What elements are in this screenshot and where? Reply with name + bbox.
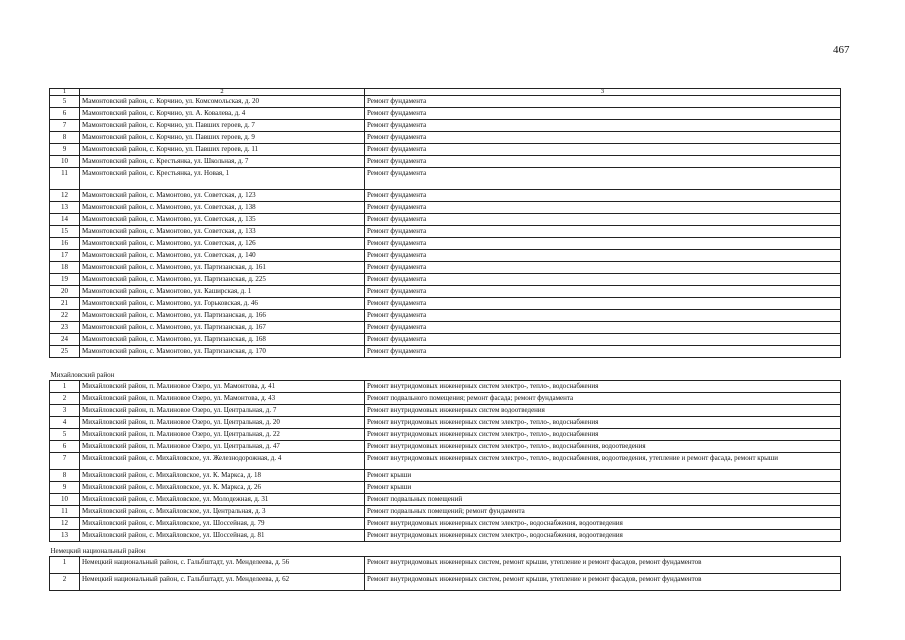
row-number: 12: [50, 518, 80, 530]
row-number: 14: [50, 214, 80, 226]
row-work: Ремонт подвальных помещений: [365, 494, 841, 506]
row-address: Михайловский район, п. Малиновое Озеро, ул. Мамонтова, д. 43: [80, 393, 365, 405]
row-address: Немецкий национальный район, с. Гальбштадт, ул. Менделеева, д. 62: [80, 574, 365, 591]
row-number: 16: [50, 238, 80, 250]
row-address: Мамонтовский район, с. Корчино, ул. Павших героев, д. 7: [80, 120, 365, 132]
table-body: [50, 89, 841, 591]
section-row: [50, 542, 841, 557]
row-address: Мамонтовский район, с. Крестьянка, ул. Новая, 1: [80, 168, 365, 190]
row-work: Ремонт подвальных помещений; ремонт фундамента: [365, 506, 841, 518]
row-number: 1: [50, 381, 80, 393]
row-address: Мамонтовский район, с. Мамонтово, ул. Горьковская, д. 46: [80, 298, 365, 310]
section-title: Михайловский район: [50, 358, 841, 381]
row-work: Ремонт фундамента: [365, 298, 841, 310]
row-address: Михайловский район, п. Малиновое Озеро, ул. Центральная, д. 20: [80, 417, 365, 429]
row-number: 6: [50, 108, 80, 120]
row-number: 7: [50, 453, 80, 470]
table-row: [50, 393, 841, 405]
table-row: [50, 334, 841, 346]
row-number: 18: [50, 262, 80, 274]
row-address: Михайловский район, с. Михайловское, ул. Шоссейная, д. 81: [80, 530, 365, 542]
table-row: [50, 286, 841, 298]
row-number: 9: [50, 482, 80, 494]
row-address: Михайловский район, п. Малиновое Озеро, ул. Центральная, д. 47: [80, 441, 365, 453]
section-row: [50, 358, 841, 381]
header-col-1: 1: [50, 89, 80, 96]
table-row: [50, 381, 841, 393]
table-row: [50, 168, 841, 190]
row-number: 10: [50, 156, 80, 168]
row-number: 1: [50, 557, 80, 574]
row-work: Ремонт фундамента: [365, 286, 841, 298]
row-number: 4: [50, 417, 80, 429]
table-row: [50, 238, 841, 250]
row-number: 19: [50, 274, 80, 286]
row-address: Михайловский район, с. Михайловское, ул. Центральная, д. 3: [80, 506, 365, 518]
table-row: [50, 202, 841, 214]
row-number: 5: [50, 429, 80, 441]
row-work: Ремонт внутридомовых инженерных систем, ремонт крыши, утепление и ремонт фасадов, ремонт фундаментов: [365, 574, 841, 591]
row-work: Ремонт фундамента: [365, 156, 841, 168]
row-address: Мамонтовский район, с. Мамонтово, ул. Партизанская, д. 161: [80, 262, 365, 274]
row-address: Мамонтовский район, с. Корчино, ул. Павших героев, д. 9: [80, 132, 365, 144]
row-work: Ремонт внутридомовых инженерных систем, ремонт крыши, утепление и ремонт фасадов, ремонт фундаментов: [365, 557, 841, 574]
row-address: Михайловский район, п. Малиновое Озеро, ул. Центральная, д. 22: [80, 429, 365, 441]
row-number: 21: [50, 298, 80, 310]
table-row: [50, 190, 841, 202]
row-address: Мамонтовский район, с. Мамонтово, ул. Партизанская, д. 166: [80, 310, 365, 322]
row-address: Мамонтовский район, с. Корчино, ул. Комсомольская, д. 20: [80, 96, 365, 108]
row-work: Ремонт фундамента: [365, 322, 841, 334]
table-row: [50, 120, 841, 132]
row-number: 23: [50, 322, 80, 334]
row-number: 13: [50, 202, 80, 214]
row-address: Мамонтовский район, с. Корчино, ул. А. Ковалева, д. 4: [80, 108, 365, 120]
row-work: Ремонт фундамента: [365, 190, 841, 202]
table-row: [50, 506, 841, 518]
row-number: 2: [50, 574, 80, 591]
table-row: [50, 470, 841, 482]
table-row: [50, 346, 841, 358]
row-work: Ремонт внутридомовых инженерных систем электро-, тепло-, водоснабжения: [365, 417, 841, 429]
row-work: Ремонт фундамента: [365, 168, 841, 190]
row-number: 8: [50, 132, 80, 144]
row-number: 3: [50, 405, 80, 417]
table-row: [50, 518, 841, 530]
row-number: 15: [50, 226, 80, 238]
row-address: Мамонтовский район, с. Мамонтово, ул. Каширская, д. 1: [80, 286, 365, 298]
row-work: Ремонт фундамента: [365, 214, 841, 226]
row-work: Ремонт фундамента: [365, 274, 841, 286]
table-row: [50, 96, 841, 108]
row-address: Михайловский район, п. Малиновое Озеро, ул. Центральная, д. 7: [80, 405, 365, 417]
row-work: Ремонт фундамента: [365, 238, 841, 250]
table-row: [50, 226, 841, 238]
row-address: Мамонтовский район, с. Мамонтово, ул. Советская, д. 123: [80, 190, 365, 202]
header-col-3: 3: [365, 89, 841, 96]
section-title: Немецкий национальный район: [50, 542, 841, 557]
row-address: Мамонтовский район, с. Мамонтово, ул. Партизанская, д. 167: [80, 322, 365, 334]
table-row: [50, 310, 841, 322]
table-row: [50, 417, 841, 429]
row-number: 17: [50, 250, 80, 262]
row-number: 10: [50, 494, 80, 506]
row-address: Мамонтовский район, с. Мамонтово, ул. Партизанская, д. 225: [80, 274, 365, 286]
table-row: [50, 108, 841, 120]
row-number: 25: [50, 346, 80, 358]
row-work: Ремонт фундамента: [365, 226, 841, 238]
table-row: [50, 214, 841, 226]
row-number: 11: [50, 506, 80, 518]
row-number: 7: [50, 120, 80, 132]
row-work: Ремонт фундамента: [365, 346, 841, 358]
row-work: Ремонт фундамента: [365, 144, 841, 156]
row-work: Ремонт внутридомовых инженерных систем электро-, водоснабжения, водоотведения: [365, 530, 841, 542]
table-row: [50, 494, 841, 506]
table-row: [50, 250, 841, 262]
row-work: Ремонт крыши: [365, 470, 841, 482]
table-row: [50, 405, 841, 417]
row-number: 22: [50, 310, 80, 322]
row-address: Мамонтовский район, с. Мамонтово, ул. Партизанская, д. 170: [80, 346, 365, 358]
row-work: Ремонт внутридомовых инженерных систем электро-, тепло-, водоснабжения, водоотведения: [365, 441, 841, 453]
row-address: Мамонтовский район, с. Мамонтово, ул. Советская, д. 140: [80, 250, 365, 262]
row-number: 11: [50, 168, 80, 190]
row-address: Мамонтовский район, с. Мамонтово, ул. Советская, д. 138: [80, 202, 365, 214]
row-work: Ремонт внутридомовых инженерных систем водоотведения: [365, 405, 841, 417]
row-work: Ремонт фундамента: [365, 262, 841, 274]
table-row: [50, 298, 841, 310]
row-work: Ремонт фундамента: [365, 96, 841, 108]
header-col-2: 2: [80, 89, 365, 96]
table-row: [50, 453, 841, 470]
row-number: 24: [50, 334, 80, 346]
row-work: Ремонт внутридомовых инженерных систем электро-, тепло-, водоснабжения: [365, 381, 841, 393]
row-address: Немецкий национальный район, с. Гальбштадт, ул. Менделеева, д. 56: [80, 557, 365, 574]
row-number: 6: [50, 441, 80, 453]
table-row: [50, 574, 841, 591]
row-address: Михайловский район, с. Михайловское, ул. Шоссейная, д. 79: [80, 518, 365, 530]
row-address: Мамонтовский район, с. Мамонтово, ул. Советская, д. 133: [80, 226, 365, 238]
row-work: Ремонт фундамента: [365, 132, 841, 144]
table-row: [50, 482, 841, 494]
row-address: Мамонтовский район, с. Корчино, ул. Павших героев, д. 11: [80, 144, 365, 156]
row-number: 13: [50, 530, 80, 542]
row-work: Ремонт фундамента: [365, 310, 841, 322]
row-number: 12: [50, 190, 80, 202]
row-work: Ремонт фундамента: [365, 108, 841, 120]
row-number: 5: [50, 96, 80, 108]
row-work: Ремонт подвального помещения; ремонт фасада; ремонт фундамента: [365, 393, 841, 405]
row-address: Михайловский район, с. Михайловское, ул. Молодежная, д. 31: [80, 494, 365, 506]
row-address: Михайловский район, с. Михайловское, ул. К. Маркса, д. 26: [80, 482, 365, 494]
row-address: Мамонтовский район, с. Мамонтово, ул. Советская, д. 135: [80, 214, 365, 226]
row-work: Ремонт фундамента: [365, 334, 841, 346]
table-row: [50, 132, 841, 144]
table-row: [50, 441, 841, 453]
row-work: Ремонт фундамента: [365, 120, 841, 132]
table-row: [50, 274, 841, 286]
row-address: Мамонтовский район, с. Крестьянка, ул. Школьная, д. 7: [80, 156, 365, 168]
table-header-row: [50, 89, 841, 96]
table-row: [50, 144, 841, 156]
row-address: Михайловский район, с. Михайловское, ул. К. Маркса, д. 18: [80, 470, 365, 482]
table-row: [50, 262, 841, 274]
row-address: Михайловский район, п. Малиновое Озеро, ул. Мамонтова, д. 41: [80, 381, 365, 393]
row-work: Ремонт фундамента: [365, 250, 841, 262]
row-number: 9: [50, 144, 80, 156]
table-row: [50, 530, 841, 542]
table-row: [50, 429, 841, 441]
row-number: 20: [50, 286, 80, 298]
row-address: Мамонтовский район, с. Мамонтово, ул. Партизанская, д. 168: [80, 334, 365, 346]
table-row: [50, 557, 841, 574]
row-address: Михайловский район, с. Михайловское, ул. Железнодорожная, д. 4: [80, 453, 365, 470]
table-row: [50, 322, 841, 334]
page-number: 467: [833, 44, 850, 56]
row-work: Ремонт внутридомовых инженерных систем электро-, тепло-, водоснабжения, водоотведения, утепление и ремонт фасада, ремонт крыши: [365, 453, 841, 470]
row-work: Ремонт крыши: [365, 482, 841, 494]
repair-list-table: [49, 88, 841, 591]
row-address: Мамонтовский район, с. Мамонтово, ул. Советская, д. 126: [80, 238, 365, 250]
row-work: Ремонт внутридомовых инженерных систем электро-, водоснабжения, водоотведения: [365, 518, 841, 530]
row-work: Ремонт фундамента: [365, 202, 841, 214]
row-number: 8: [50, 470, 80, 482]
row-work: Ремонт внутридомовых инженерных систем электро-, тепло-, водоснабжения: [365, 429, 841, 441]
table-row: [50, 156, 841, 168]
row-number: 2: [50, 393, 80, 405]
